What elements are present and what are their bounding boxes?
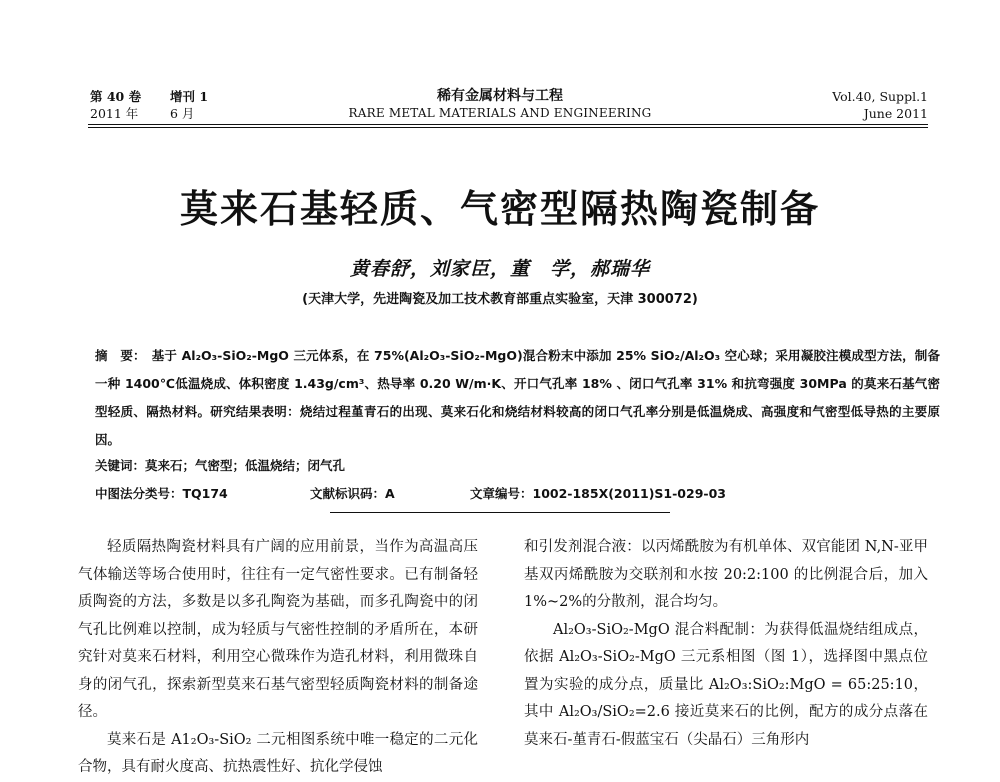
header-right [832, 88, 928, 122]
body-paragraph: 莫来石是 A1₂O₃-SiO₂ 二元相图系统中唯一稳定的二元化合物，具有耐火度高、抗热震性好、抗化学侵蚀 [78, 731, 478, 775]
journal-title-en: RARE METAL MATERIALS AND ENGINEERING [348, 106, 652, 120]
month-cn: 6 月 [170, 106, 195, 121]
date-en: June 2011 [863, 106, 928, 121]
classification-row [95, 484, 940, 502]
header-rule-bottom [88, 127, 928, 128]
body-column-right [524, 534, 928, 754]
volume-en: Vol.40, Suppl.1 [832, 89, 928, 104]
body-paragraph: Al₂O₃-SiO₂-MgO 混合料配制：为获得低温烧结组成点，依据 Al₂O₃-SiO₂-MgO 三元系相图（图 1），选择图中黑点位置为实验的成分点，质量比 Al₂O₃:SiO₂:MgO = 65:25:10，其中 Al₂O₃/SiO₂=2.6 接近莫来石的比例，配方的成分点落在莫来石-堇青石-假蓝宝石（尖晶石）三角形内 [524, 621, 928, 748]
abstract-text: 基于 Al₂O₃-SiO₂-MgO 三元体系，在 75%(Al₂O₃-SiO₂-MgO)混合粉末中添加 25% SiO₂/Al₂O₃ 空心球；采用凝胶注模成型方法，制备一种 1400℃低温烧成、体积密度 1.43g/cm³、热导率 0.20 W/m·K、开口气孔率 18% 、闭口气孔率 31% 和抗弯强度 30MPa 的莫来石基气密型轻质、隔热材料。研究结果表明：烧结过程堇青石的出现、莫来石化和烧结材料较高的闭口气孔率分别是低温烧成、高强度和气密型低导热的主要原因。 [95, 348, 940, 447]
affiliation: (天津大学，先进陶瓷及加工技术教育部重点实验室，天津 300072) [302, 292, 698, 307]
volume-cn: 第 40 卷 [90, 89, 142, 104]
journal-title-cn: 稀有金属材料与工程 [437, 88, 563, 104]
body-column-left [78, 534, 478, 782]
clc-number: 中图法分类号：TQ174 [95, 486, 228, 501]
abstract-label: 摘 要： [95, 348, 146, 363]
body-paragraph: 和引发剂混合液：以丙烯酰胺为有机单体、双官能团 N,N-亚甲基双丙烯酰胺为交联剂和水按 20:2:100 的比例混合后，加入 1%~2%的分散剂，混合均匀。 [524, 539, 928, 610]
keywords: 关键词：莫来石；气密型；低温烧结；闭气孔 [95, 458, 346, 473]
body-paragraph: 轻质隔热陶瓷材料具有广阔的应用前景，当作为高温高压气体输送等场合使用时，往往有一定气密性要求。已有制备轻质陶瓷的方法，多数是以多孔陶瓷为基础，而多孔陶瓷中的闭气孔比例难以控制，成为轻质与气密性控制的矛盾所在，本研究针对莫来石材料，利用空心微珠作为造孔材料，利用微珠自身的闭气孔，探索新型莫来石基气密型轻质陶瓷材料的制备途径。 [78, 539, 478, 720]
document-code: 文献标识码：A [310, 486, 395, 501]
year-cn: 2011 年 [90, 106, 139, 121]
header-rule-top [88, 124, 928, 125]
article-number: 文章编号：1002-185X(2011)S1-029-03 [470, 486, 726, 501]
issue-cn: 增刊 1 [170, 89, 209, 104]
abstract [95, 342, 940, 454]
authors: 黄春舒，刘家臣，董 学，郝瑞华 [349, 258, 650, 280]
paper-title: 莫来石基轻质、气密型隔热陶瓷制备 [179, 187, 820, 231]
section-divider [330, 512, 670, 513]
